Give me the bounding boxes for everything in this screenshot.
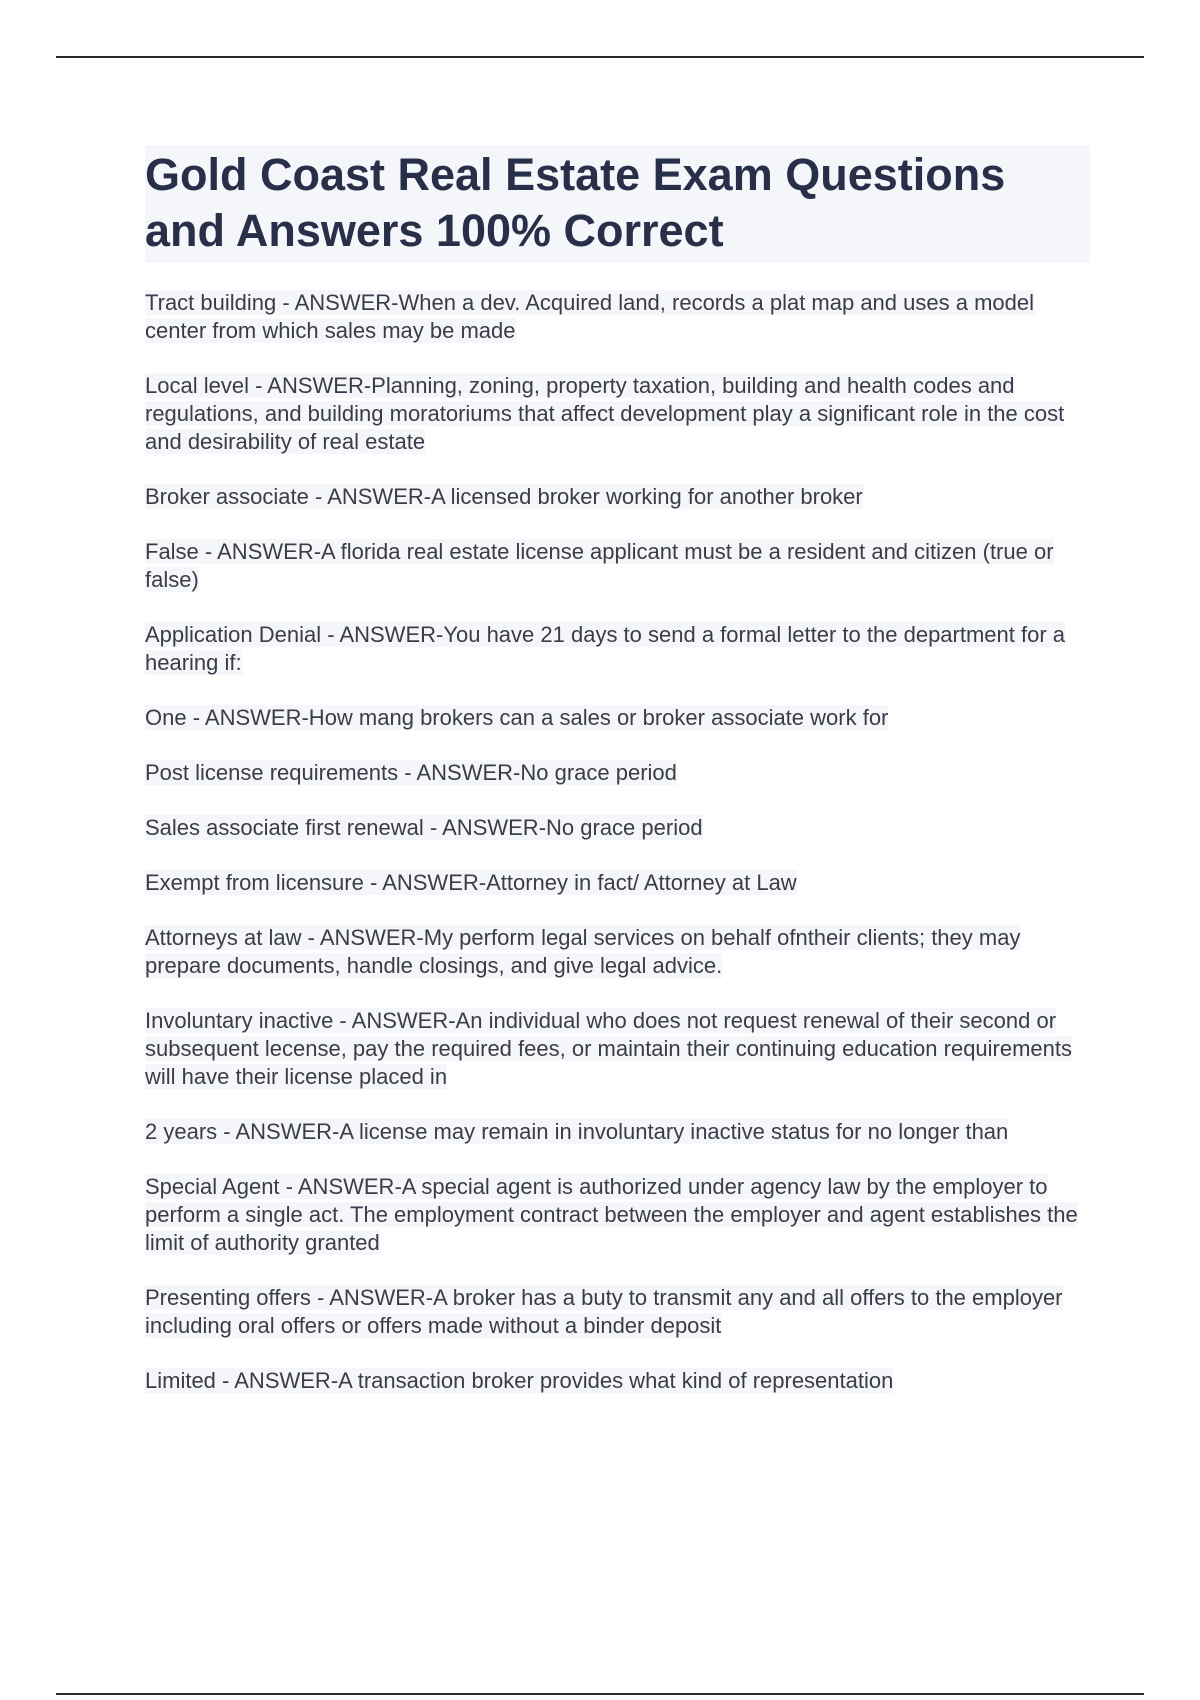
qa-text: Limited - ANSWER-A transaction broker provides what kind of representation bbox=[145, 1368, 894, 1393]
document-title: Gold Coast Real Estate Exam Questions and Answers 100% Correct bbox=[145, 145, 1090, 263]
qa-item bbox=[145, 1007, 1090, 1091]
qa-text: Broker associate - ANSWER-A licensed broker working for another broker bbox=[145, 484, 863, 509]
qa-list bbox=[145, 289, 1090, 1395]
qa-text: Sales associate first renewal - ANSWER-No grace period bbox=[145, 815, 703, 840]
qa-text: Tract building - ANSWER-When a dev. Acquired land, records a plat map and uses a model center from which sales may be made bbox=[145, 290, 1034, 343]
qa-text: Special Agent - ANSWER-A special agent is authorized under agency law by the employer to perform a single act. The employment contract between the employer and agent establishes the limit of authority granted bbox=[145, 1174, 1078, 1255]
qa-item bbox=[145, 1173, 1090, 1257]
qa-text: 2 years - ANSWER-A license may remain in involuntary inactive status for no longer than bbox=[145, 1119, 1009, 1144]
qa-text: Involuntary inactive - ANSWER-An individual who does not request renewal of their second or subsequent lecense, pay the required fees, or maintain their continuing education requirements will have their license placed in bbox=[145, 1008, 1073, 1089]
qa-text: Application Denial - ANSWER-You have 21 days to send a formal letter to the department for a hearing if: bbox=[145, 622, 1066, 675]
qa-text: False - ANSWER-A florida real estate license applicant must be a resident and citizen (true or false) bbox=[145, 539, 1054, 592]
qa-item bbox=[145, 289, 1090, 345]
qa-item bbox=[145, 759, 1090, 787]
qa-item bbox=[145, 1118, 1090, 1146]
qa-item bbox=[145, 483, 1090, 511]
qa-item bbox=[145, 1284, 1090, 1340]
qa-item bbox=[145, 538, 1090, 594]
qa-item bbox=[145, 924, 1090, 980]
header-divider bbox=[56, 56, 1144, 58]
qa-item bbox=[145, 372, 1090, 456]
qa-text: Local level - ANSWER-Planning, zoning, property taxation, building and health codes and regulations, and building moratoriums that affect development play a significant role in the cost and desirability of real estate bbox=[145, 373, 1065, 454]
qa-text: One - ANSWER-How mang brokers can a sales or broker associate work for bbox=[145, 705, 889, 730]
qa-text: Exempt from licensure - ANSWER-Attorney in fact/ Attorney at Law bbox=[145, 870, 797, 895]
qa-item bbox=[145, 814, 1090, 842]
qa-item bbox=[145, 1367, 1090, 1395]
qa-item bbox=[145, 869, 1090, 897]
qa-item bbox=[145, 621, 1090, 677]
document-body bbox=[145, 145, 1090, 1422]
qa-text: Presenting offers - ANSWER-A broker has a buty to transmit any and all offers to the employer including oral offers or offers made without a binder deposit bbox=[145, 1285, 1063, 1338]
qa-item bbox=[145, 704, 1090, 732]
footer-divider bbox=[56, 1693, 1144, 1695]
qa-text: Attorneys at law - ANSWER-My perform legal services on behalf ofntheir clients; they may prepare documents, handle closings, and give legal advice. bbox=[145, 925, 1021, 978]
qa-text: Post license requirements - ANSWER-No grace period bbox=[145, 760, 677, 785]
